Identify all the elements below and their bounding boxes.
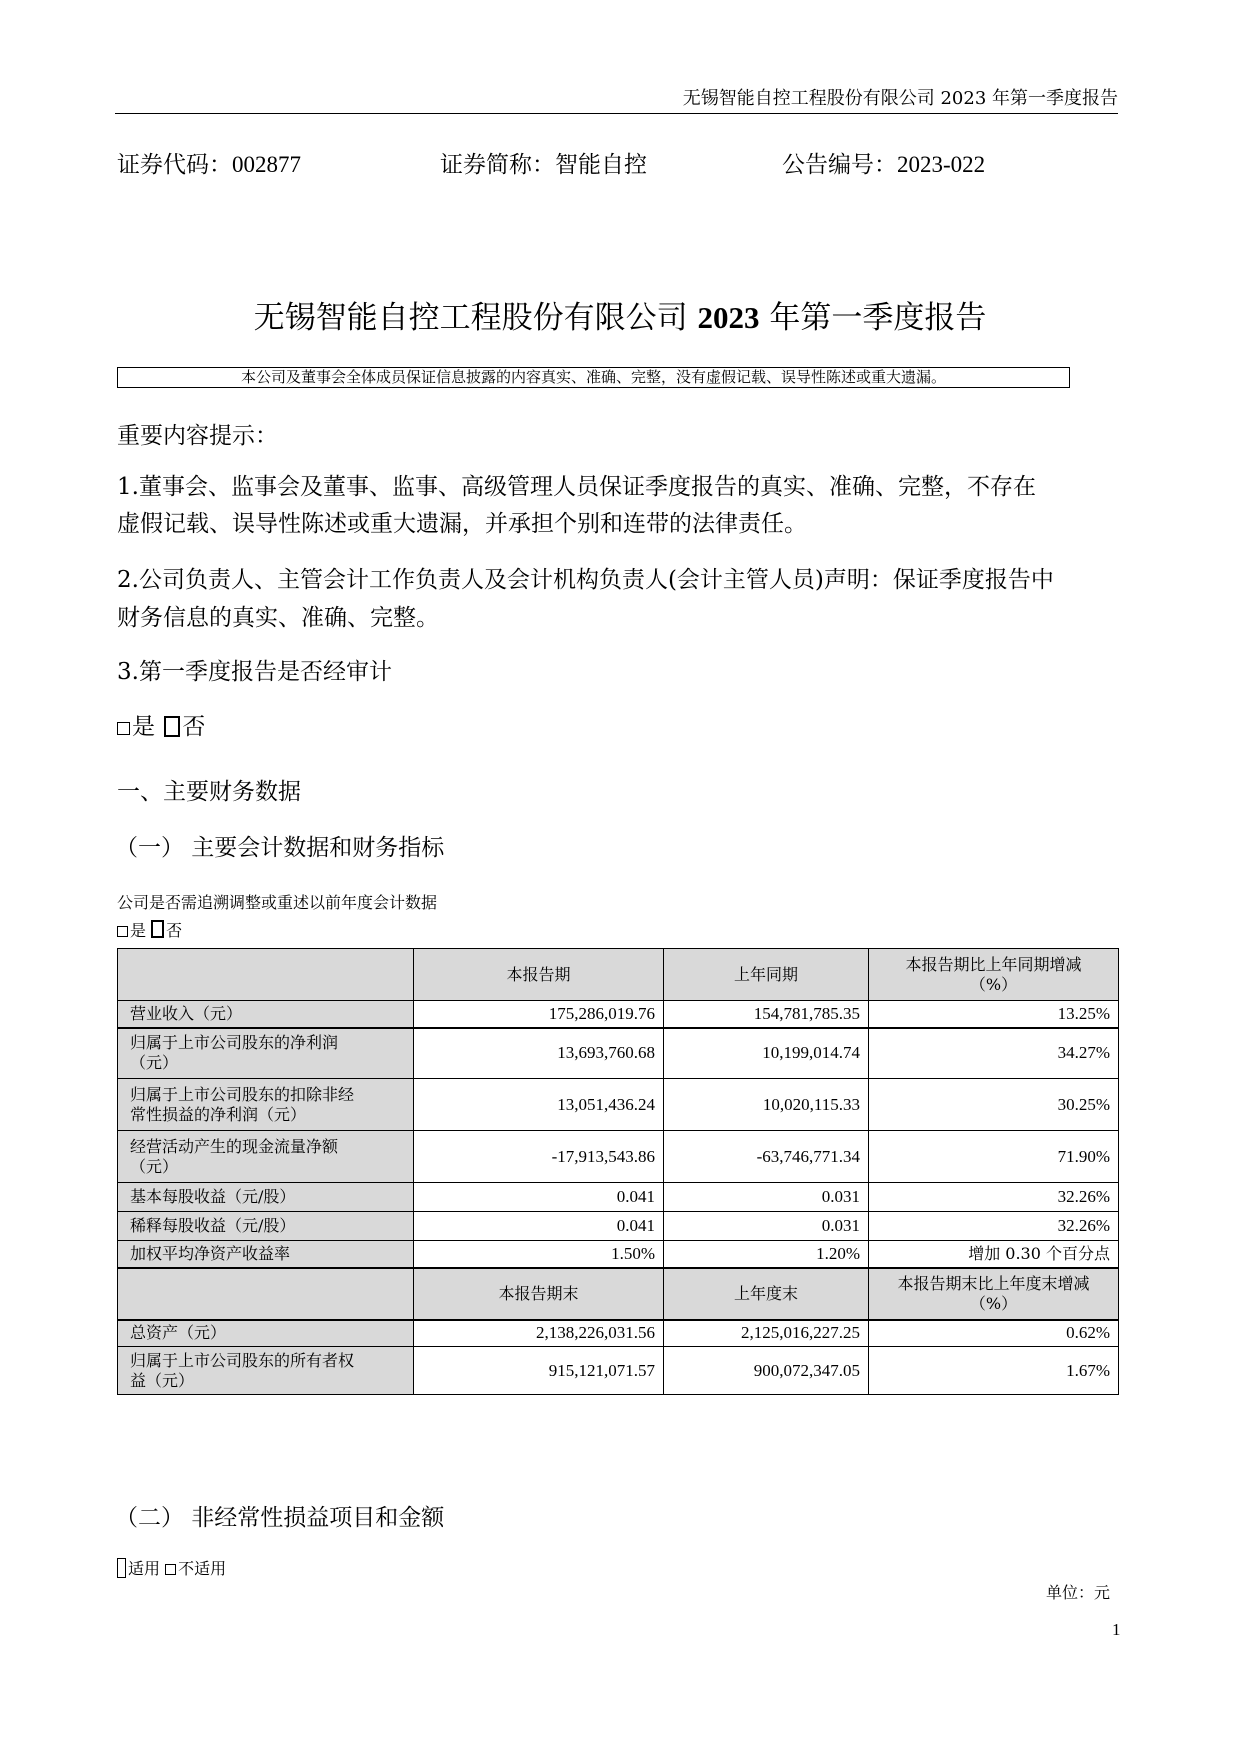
table-row-revenue xyxy=(118,1001,1119,1028)
current-value: 0.041 xyxy=(414,1212,664,1241)
restate-yes-label: 是 xyxy=(130,921,147,940)
title-year: 2023 xyxy=(697,300,760,335)
notice-number-label: 公告编号： xyxy=(782,152,897,178)
key-financial-data-table xyxy=(117,948,1119,1395)
table-row-shareholders-equity xyxy=(118,1347,1119,1395)
security-code-value: 002877 xyxy=(232,152,301,177)
header-yoy-change-line2: （%） xyxy=(969,974,1018,994)
restate-question: 公司是否需追溯调整或重述以前年度会计数据 xyxy=(117,893,438,912)
header-yoy-change-line1: 本报告期比上年同期增减 xyxy=(905,954,1082,974)
running-header: 无锡智能自控工程股份有限公司 2023 年第一季度报告 xyxy=(682,88,1118,109)
current-value: -17,913,543.86 xyxy=(414,1131,664,1183)
current-value: 915,121,071.57 xyxy=(414,1347,664,1395)
header-period-end: 本报告期末 xyxy=(414,1268,664,1320)
security-abbr-value: 智能自控 xyxy=(555,152,647,178)
table-header-row-2 xyxy=(118,1268,1119,1320)
header-cell-empty xyxy=(118,1268,414,1320)
unit-label: 单位：元 xyxy=(1045,1583,1110,1602)
prior-value: 10,020,115.33 xyxy=(664,1079,869,1131)
change-value: 30.25% xyxy=(869,1079,1119,1131)
audited-options xyxy=(117,712,205,742)
prior-value: 1.20% xyxy=(664,1241,869,1268)
audited-no-checkbox[interactable] xyxy=(164,716,180,737)
section-1-heading: 一、主要财务数据 xyxy=(117,779,301,805)
title-prefix: 无锡智能自控工程股份有限公司 xyxy=(253,300,698,336)
audited-yes-label: 是 xyxy=(132,714,155,740)
prior-value: 0.031 xyxy=(664,1212,869,1241)
table-row-basic-eps xyxy=(118,1183,1119,1212)
table-row-weighted-roe xyxy=(118,1241,1119,1268)
restate-yes-checkbox[interactable] xyxy=(117,926,128,937)
security-abbr-label: 证券简称： xyxy=(440,152,555,178)
report-title xyxy=(0,298,1240,338)
row-label-line2: （元） xyxy=(130,1156,179,1176)
table-row-total-assets xyxy=(118,1320,1119,1347)
section-2-heading: （二） 非经常性损益项目和金额 xyxy=(115,1505,445,1531)
restate-no-label: 否 xyxy=(166,921,183,940)
security-code-label: 证券代码： xyxy=(117,152,232,178)
current-value: 2,138,226,031.56 xyxy=(414,1320,664,1347)
row-label: 加权平均净资产收益率 xyxy=(118,1241,414,1268)
row-label-line2: 常性损益的净利润（元） xyxy=(130,1104,307,1124)
header-prior-period: 上年同期 xyxy=(664,949,869,1001)
restate-options xyxy=(117,920,182,941)
prior-value: 10,199,014.74 xyxy=(664,1028,869,1079)
change-value: 71.90% xyxy=(869,1131,1119,1183)
current-value: 175,286,019.76 xyxy=(414,1001,664,1028)
notice-item-2-line-2: 财务信息的真实、准确、完整。 xyxy=(117,605,439,631)
header-ytd-change xyxy=(869,1268,1119,1320)
prior-value: 900,072,347.05 xyxy=(664,1347,869,1395)
notice-number xyxy=(782,150,985,180)
table-row-diluted-eps xyxy=(118,1212,1119,1241)
header-yoy-change xyxy=(869,949,1119,1001)
notice-item-1-line-1: 1.董事会、监事会及董事、监事、高级管理人员保证季度报告的真实、准确、完整，不存在 xyxy=(117,474,1036,500)
row-label: 基本每股收益（元/股） xyxy=(118,1183,414,1212)
current-value: 13,693,760.68 xyxy=(414,1028,664,1079)
not-applicable-checkbox[interactable] xyxy=(165,1564,176,1575)
notice-item-1-line-2: 虚假记载、误导性陈述或重大遗漏，并承担个别和连带的法律责任。 xyxy=(117,511,807,537)
row-label-line2: （元） xyxy=(130,1053,179,1073)
section-1-sub-heading: （一） 主要会计数据和财务指标 xyxy=(115,835,445,861)
change-value: 32.26% xyxy=(869,1183,1119,1212)
table-row-deducted-net-profit xyxy=(118,1079,1119,1131)
prior-value: 154,781,785.35 xyxy=(664,1001,869,1028)
row-label-line2: 益（元） xyxy=(130,1370,195,1390)
row-label-line1: 归属于上市公司股东的扣除非经 xyxy=(130,1084,355,1104)
security-code xyxy=(117,150,301,180)
current-value: 13,051,436.24 xyxy=(414,1079,664,1131)
row-label xyxy=(118,1347,414,1395)
applicability-options xyxy=(117,1558,226,1579)
prior-value: 2,125,016,227.25 xyxy=(664,1320,869,1347)
title-suffix: 年第一季度报告 xyxy=(759,300,987,336)
page-number: 1 xyxy=(1112,1620,1121,1639)
table-row-operating-cash-flow xyxy=(118,1131,1119,1183)
header-prior-year-end: 上年度末 xyxy=(664,1268,869,1320)
audited-yes-checkbox[interactable] xyxy=(117,722,130,735)
row-label xyxy=(118,1131,414,1183)
audited-no-label: 否 xyxy=(182,714,206,740)
not-applicable-label: 不适用 xyxy=(178,1559,227,1578)
notice-item-3: 3.第一季度报告是否经审计 xyxy=(117,659,392,685)
change-value: 1.67% xyxy=(869,1347,1119,1395)
table-row-net-profit xyxy=(118,1028,1119,1079)
prior-value: -63,746,771.34 xyxy=(664,1131,869,1183)
notice-item-2-line-1: 2.公司负责人、主管会计工作负责人及会计机构负责人(会计主管人员)声明：保证季度报告中 xyxy=(117,567,1054,593)
change-value: 13.25% xyxy=(869,1001,1119,1028)
row-label xyxy=(118,1079,414,1131)
applicable-label: 适用 xyxy=(128,1559,161,1578)
row-label: 稀释每股收益（元/股） xyxy=(118,1212,414,1241)
row-label-line1: 归属于上市公司股东的所有者权 xyxy=(130,1350,355,1370)
header-ytd-change-line2: （%） xyxy=(969,1293,1018,1313)
prior-value: 0.031 xyxy=(664,1183,869,1212)
table-header-row xyxy=(118,949,1119,1001)
notice-number-value: 2023-022 xyxy=(897,152,986,177)
row-label xyxy=(118,1028,414,1079)
header-ytd-change-line1: 本报告期末比上年度末增减 xyxy=(897,1273,1090,1293)
restate-no-checkbox[interactable] xyxy=(151,920,164,938)
disclaimer-box: 本公司及董事会全体成员保证信息披露的内容真实、准确、完整，没有虚假记载、误导性陈述或重大遗漏。 xyxy=(117,367,1070,388)
row-label: 营业收入（元） xyxy=(118,1001,414,1028)
current-value: 1.50% xyxy=(414,1241,664,1268)
header-rule xyxy=(115,113,1118,114)
change-value: 0.62% xyxy=(869,1320,1119,1347)
applicable-checkbox[interactable] xyxy=(117,1558,126,1578)
row-label-line1: 归属于上市公司股东的净利润 xyxy=(130,1033,339,1053)
change-value: 32.26% xyxy=(869,1212,1119,1241)
current-value: 0.041 xyxy=(414,1183,664,1212)
change-value: 增加 0.30 个百分点 xyxy=(869,1241,1119,1268)
row-label: 总资产（元） xyxy=(118,1320,414,1347)
header-current-period: 本报告期 xyxy=(414,949,664,1001)
change-value: 34.27% xyxy=(869,1028,1119,1079)
important-notice-heading: 重要内容提示： xyxy=(117,423,278,449)
row-label-line1: 经营活动产生的现金流量净额 xyxy=(130,1136,339,1156)
header-cell-empty xyxy=(118,949,414,1001)
security-abbr xyxy=(440,150,647,180)
